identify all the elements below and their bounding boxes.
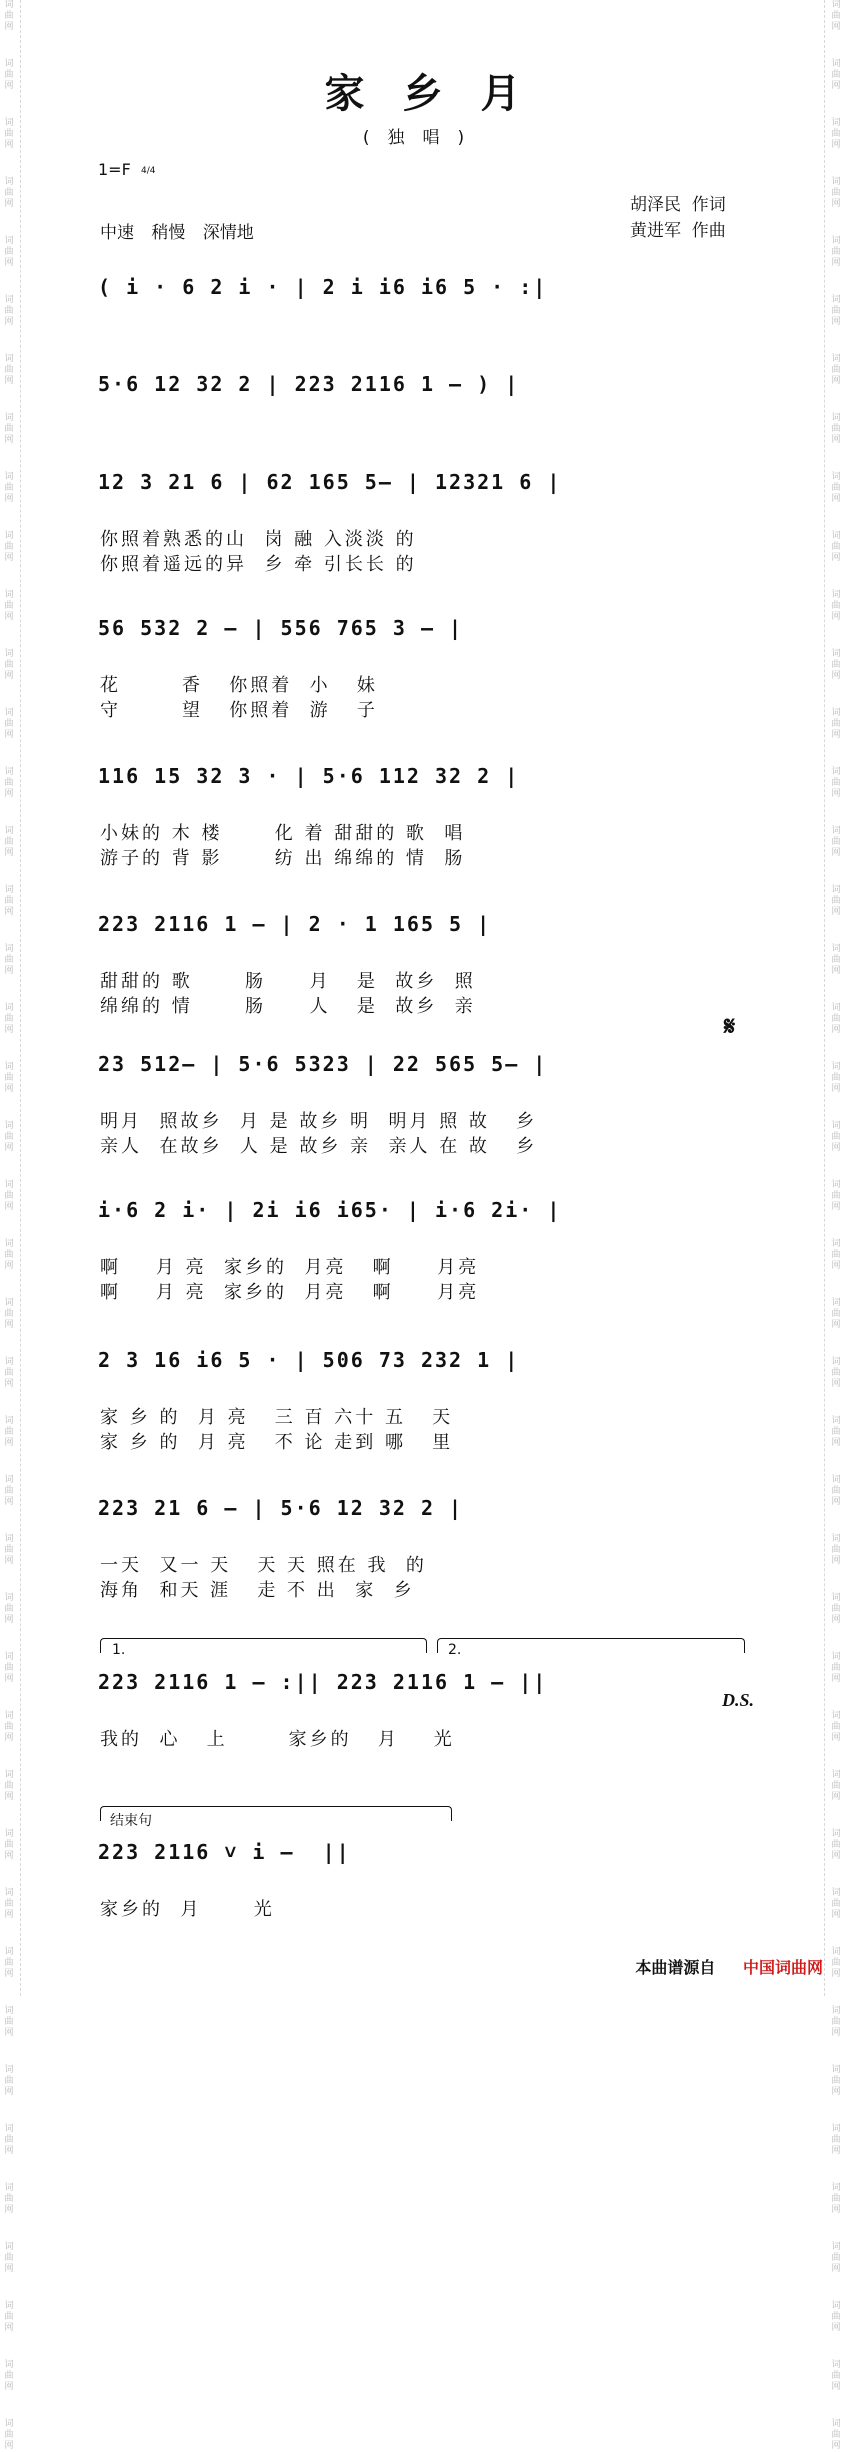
watermark-text: 词 曲 网 bbox=[831, 2065, 841, 2097]
lyrics-verse-2: 你照着遥远的异 乡 牵 引长长 的 bbox=[100, 554, 417, 575]
lyrics-verse-2: 绵绵的 情 肠 人 是 故乡 亲 bbox=[100, 996, 476, 1017]
time-signature: 4/4 bbox=[140, 166, 156, 176]
watermark-text: 词 曲 网 bbox=[831, 2124, 841, 2156]
watermark-text: 词 曲 网 bbox=[831, 1298, 841, 1330]
watermark-text: 词 曲 网 bbox=[831, 118, 841, 150]
watermark-text: 词 曲 网 bbox=[831, 1239, 841, 1271]
watermark-text: 词 曲 网 bbox=[4, 118, 14, 150]
watermark-text: 词 曲 网 bbox=[4, 295, 14, 327]
source-label: 本曲谱源自 bbox=[635, 1958, 716, 1977]
watermark-text: 词 曲 网 bbox=[831, 1770, 841, 1802]
song-title: 家乡月 bbox=[324, 70, 559, 117]
watermark-text: 词 曲 网 bbox=[831, 2360, 841, 2392]
watermark-text: 词 曲 网 bbox=[831, 236, 841, 268]
lyrics-verse-1: 家 乡 的 月 亮 三 百 六十 五 天 bbox=[100, 1407, 454, 1428]
lyrics-verse-1: 甜甜的 歌 肠 月 是 故乡 照 bbox=[100, 971, 476, 992]
watermark-text: 词 曲 网 bbox=[4, 708, 14, 740]
watermark-text: 词 曲 网 bbox=[4, 413, 14, 445]
watermark-text: 词 曲 网 bbox=[4, 1947, 14, 1979]
watermark-text: 词 曲 网 bbox=[831, 354, 841, 386]
notation-line: 223 2116 1 — | 2 · 1 165 5 | bbox=[98, 912, 492, 936]
watermark-text: 词 曲 网 bbox=[4, 826, 14, 858]
lyrics-verse-1: 小妹的 木 楼 化 着 甜甜的 歌 唱 bbox=[100, 823, 466, 844]
watermark-text: 词 曲 网 bbox=[831, 1121, 841, 1153]
watermark-text: 词 曲 网 bbox=[831, 1062, 841, 1094]
watermark-text: 词 曲 网 bbox=[4, 1534, 14, 1566]
watermark-text: 词 曲 网 bbox=[4, 2301, 14, 2333]
watermark-text: 词 曲 网 bbox=[831, 944, 841, 976]
watermark-text: 词 曲 网 bbox=[831, 1475, 841, 1507]
lyrics-verse-2: 海角 和天 涯 走 不 出 家 乡 bbox=[100, 1580, 415, 1601]
right-watermark-strip bbox=[829, 0, 843, 2451]
watermark-text: 词 曲 网 bbox=[4, 354, 14, 386]
watermark-text: 词 曲 网 bbox=[831, 590, 841, 622]
watermark-text: 词 曲 网 bbox=[4, 59, 14, 91]
watermark-text: 词 曲 网 bbox=[4, 531, 14, 563]
lyrics-verse-2: 游子的 背 影 纺 出 绵绵的 情 肠 bbox=[100, 848, 466, 869]
lyrics-verse-1: 花 香 你照着 小 妹 bbox=[100, 675, 378, 696]
composer: 黄进军 作曲 bbox=[630, 221, 726, 241]
watermark-text: 词 曲 网 bbox=[831, 708, 841, 740]
notation-line: 2 3 16 i6 5 · | 506 73 232 1 | bbox=[98, 1348, 520, 1372]
watermark-text: 词 曲 网 bbox=[4, 236, 14, 268]
watermark-text: 词 曲 网 bbox=[831, 767, 841, 799]
watermark-text: 词 曲 网 bbox=[831, 1652, 841, 1684]
lyrics-verse-2: 家 乡 的 月 亮 不 论 走到 哪 里 bbox=[100, 1432, 454, 1453]
notation-line: 12 3 21 6 | 62 165 5— | 12321 6 | bbox=[98, 470, 562, 494]
lyrics-verse-2: 啊 月 亮 家乡的 月亮 啊 月亮 bbox=[100, 1282, 480, 1303]
lyricist: 胡泽民 作词 bbox=[630, 195, 726, 215]
watermark-text: 词 曲 网 bbox=[4, 1593, 14, 1625]
watermark-text: 词 曲 网 bbox=[831, 2183, 841, 2215]
lyrics-verse-1: 啊 月 亮 家乡的 月亮 啊 月亮 bbox=[100, 1257, 480, 1278]
watermark-text: 词 曲 网 bbox=[831, 1357, 841, 1389]
watermark-text: 词 曲 网 bbox=[4, 885, 14, 917]
watermark-text: 词 曲 网 bbox=[4, 767, 14, 799]
lyrics-verse-1: 一天 又一 天 天 天 照在 我 的 bbox=[100, 1555, 427, 1576]
watermark-text: 词 曲 网 bbox=[4, 2065, 14, 2097]
watermark-text: 词 曲 网 bbox=[4, 1711, 14, 1743]
source-site-link[interactable]: 中国词曲网 bbox=[742, 1958, 823, 1977]
lyrics-line: 我的 心 上 家乡的 月 光 bbox=[100, 1729, 455, 1750]
watermark-text: 词 曲 网 bbox=[4, 649, 14, 681]
watermark-text: 词 曲 网 bbox=[831, 0, 841, 32]
lyrics-line: 家乡的 月 光 bbox=[100, 1899, 275, 1920]
watermark-text: 词 曲 网 bbox=[4, 590, 14, 622]
watermark-text: 词 曲 网 bbox=[831, 1003, 841, 1035]
lyrics-verse-2: 守 望 你照着 游 子 bbox=[100, 700, 378, 721]
notation-line: 223 2116 1 — :|| 223 2116 1 — || bbox=[98, 1670, 548, 1694]
watermark-text: 词 曲 网 bbox=[4, 1003, 14, 1035]
notation-line: 223 2116 ˅ i — || bbox=[98, 1840, 351, 1864]
watermark-text: 词 曲 网 bbox=[831, 1534, 841, 1566]
watermark-text: 词 曲 网 bbox=[4, 1475, 14, 1507]
watermark-text: 词 曲 网 bbox=[831, 1829, 841, 1861]
watermark-text: 词 曲 网 bbox=[831, 1947, 841, 1979]
watermark-text: 词 曲 网 bbox=[831, 1711, 841, 1743]
watermark-text: 词 曲 网 bbox=[831, 2242, 841, 2274]
watermark-text: 词 曲 网 bbox=[4, 2183, 14, 2215]
ds-marking: D.S. bbox=[722, 1690, 755, 1710]
watermark-text: 词 曲 网 bbox=[4, 944, 14, 976]
footer-source bbox=[635, 1955, 823, 1978]
watermark-text: 词 曲 网 bbox=[4, 2242, 14, 2274]
watermark-text: 词 曲 网 bbox=[4, 1829, 14, 1861]
watermark-text: 词 曲 网 bbox=[831, 826, 841, 858]
watermark-text: 词 曲 网 bbox=[4, 1239, 14, 1271]
watermark-text: 词 曲 网 bbox=[4, 1652, 14, 1684]
lyrics-verse-1: 你照着熟悉的山 岗 融 入淡淡 的 bbox=[100, 529, 417, 550]
watermark-text: 词 曲 网 bbox=[4, 1888, 14, 1920]
watermark-text: 词 曲 网 bbox=[4, 1298, 14, 1330]
watermark-text: 词 曲 网 bbox=[831, 885, 841, 917]
watermark-text: 词 曲 网 bbox=[831, 1180, 841, 1212]
tempo-marking: 中速 稍慢 深情地 bbox=[100, 223, 254, 243]
watermark-text: 词 曲 网 bbox=[831, 1593, 841, 1625]
notation-line: 5·6 12 32 2 | 223 2116 1 — ) | bbox=[98, 372, 520, 396]
watermark-text: 词 曲 网 bbox=[4, 2006, 14, 2038]
watermark-text: 词 曲 网 bbox=[831, 1416, 841, 1448]
watermark-text: 词 曲 网 bbox=[4, 1180, 14, 1212]
watermark-text: 词 曲 网 bbox=[831, 2419, 841, 2451]
volta-2-bracket bbox=[437, 1638, 745, 1653]
watermark-text: 词 曲 网 bbox=[4, 2419, 14, 2451]
segno-sign: 𝄋 bbox=[724, 1012, 736, 1042]
lyrics-verse-1: 明月 照故乡 月 是 故乡 明 明月 照 故 乡 bbox=[100, 1111, 538, 1132]
key-signature: 1=F 4/4 bbox=[98, 160, 156, 179]
coda-bracket bbox=[100, 1806, 452, 1821]
watermark-text: 词 曲 网 bbox=[4, 177, 14, 209]
watermark-text: 词 曲 网 bbox=[831, 1888, 841, 1920]
volta-2-label: 2. bbox=[448, 1642, 462, 1658]
watermark-text: 词 曲 网 bbox=[831, 59, 841, 91]
watermark-text: 词 曲 网 bbox=[831, 472, 841, 504]
notation-line: 56 532 2 — | 556 765 3 — | bbox=[98, 616, 464, 640]
volta-1-label: 1. bbox=[112, 1642, 126, 1658]
coda-label: 结束句 bbox=[110, 1813, 152, 1829]
lyrics-verse-2: 亲人 在故乡 人 是 故乡 亲 亲人 在 故 乡 bbox=[100, 1136, 538, 1157]
notation-line: i·6 2 i· | 2i i6 i65· | i·6 2i· | bbox=[98, 1198, 562, 1222]
watermark-text: 词 曲 网 bbox=[831, 649, 841, 681]
notation-line: 116 15 32 3 · | 5·6 112 32 2 | bbox=[98, 764, 520, 788]
watermark-text: 词 曲 网 bbox=[4, 1357, 14, 1389]
watermark-text: 词 曲 网 bbox=[831, 413, 841, 445]
watermark-text: 词 曲 网 bbox=[4, 472, 14, 504]
credits bbox=[630, 192, 726, 244]
notation-line: 23 512— | 5·6 5323 | 22 565 5— | bbox=[98, 1052, 548, 1076]
watermark-text: 词 曲 网 bbox=[4, 1770, 14, 1802]
watermark-text: 词 曲 网 bbox=[4, 1121, 14, 1153]
watermark-text: 词 曲 网 bbox=[4, 2124, 14, 2156]
notation-line: 223 21 6 — | 5·6 12 32 2 | bbox=[98, 1496, 464, 1520]
notation-line: ( i · 6 2 i · | 2 i i6 i6 5 · :| bbox=[98, 275, 548, 299]
watermark-text: 词 曲 网 bbox=[4, 1062, 14, 1094]
song-subtitle: (独唱) bbox=[362, 128, 483, 148]
left-watermark-strip bbox=[2, 0, 16, 2451]
watermark-text: 词 曲 网 bbox=[831, 2301, 841, 2333]
watermark-text: 词 曲 网 bbox=[831, 177, 841, 209]
watermark-text: 词 曲 网 bbox=[4, 0, 14, 32]
watermark-text: 词 曲 网 bbox=[831, 295, 841, 327]
watermark-text: 词 曲 网 bbox=[831, 2006, 841, 2038]
watermark-text: 词 曲 网 bbox=[831, 531, 841, 563]
volta-1-bracket bbox=[100, 1638, 427, 1653]
watermark-text: 词 曲 网 bbox=[4, 2360, 14, 2392]
watermark-text: 词 曲 网 bbox=[4, 1416, 14, 1448]
